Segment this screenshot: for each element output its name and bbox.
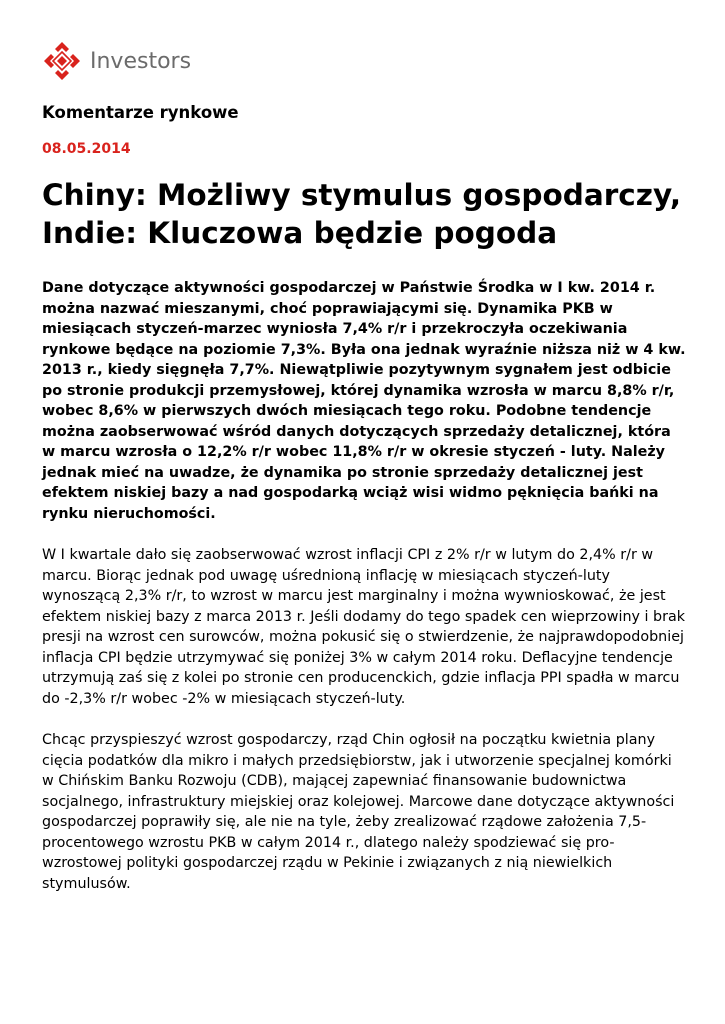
article-paragraph-stimulus-part2: gospodarczej poprawiły się, ale nie na tyle, żeby zrealizować rządowe założenia 7,5-procentowego wzrostu PKB w całym 2014 r., dlatego należy spodziewać się pro-wzrostowej polityki gospodarczej rządu w Pekinie i związanych z nią niewielkich stymulusów.	[42, 814, 647, 892]
article-paragraph-stimulus-part1: Chcąc przyspieszyć wzrost gospodarczy, rząd Chin ogłosił na początku kwietnia plany cięcia podatków dla mikro i małych przedsiębiorstw, jak i utworzenie specjalnej komórki w Chińskim Banku Rozwoju (CDB), mającej zapewniać finansowanie budownictwa socjalnego, infrastruktury miejskiej oraz kolejowej. Marcowe dane dotyczące aktywności	[42, 732, 675, 810]
publication-date: 08.05.2014	[42, 141, 131, 157]
article-paragraph-stimulus	[42, 730, 687, 894]
section-title: Komentarze rynkowe	[42, 103, 239, 122]
investors-logo-icon	[42, 40, 82, 82]
document-page	[42, 38, 687, 894]
article-paragraph-inflation: W I kwartale dało się zaobserwować wzrost inflacji CPI z 2% r/r w lutym do 2,4% r/r w marcu. Biorąc jednak pod uwagę uśrednioną inflację w miesiącach styczeń-luty wynoszącą 2,3% r/r, to wzrost w marcu jest marginalny i można wywnioskować, że jest efektem niskiej bazy z marca 2013 r. Jeśli dodamy do tego spadek cen wieprzowiny i brak presji na wzrost cen surowców, można pokusić się o stwierdzenie, że najprawdopodobniej inflacja CPI będzie utrzymywać się poniżej 3% w całym 2014 roku. Deflacyjne tendencje utrzymują zaś się z kolei po stronie cen producenckich, gdzie inflacja PPI spadła w marcu do -2,3% r/r wobec -2% w miesiącach styczeń-luty.	[42, 547, 686, 707]
article-headline: Chiny: Możliwy stymulus gospodarczy, Indie: Kluczowa będzie pogoda	[42, 178, 682, 250]
article-lead: Dane dotyczące aktywności gospodarczej w Państwie Środka w I kw. 2014 r. można nazwać mieszanymi, choć poprawiającymi się. Dynamika PKB w miesiącach styczeń-marzec wyniosła 7,4% r/r i przekroczyła oczekiwania rynkowe będące na poziomie 7,3%. Była ona jednak wyraźnie niższa niż w 4 kw. 2013 r., kiedy sięgnęła 7,7%. Niewątpliwie pozytywnym sygnałem jest odbicie po stronie produkcji przemysłowej, której dynamika wzrosła w marcu 8,8% r/r, wobec 8,6% w pierwszych dwóch miesiącach tego roku. Podobne tendencje można zaobserwować wśród danych dotyczących sprzedaży detalicznej, która w marcu wzrosła o 12,2% r/r wobec 11,8% r/r w okresie styczeń - luty. Należy jednak mieć na uwadze, że dynamika po stronie sprzedaży detalicznej jest efektem niskiej bazy a nad gospodarką wciąż wisi widmo pęknięcia bańki na rynku nieruchomości.	[42, 280, 686, 522]
brand-logo	[42, 38, 687, 84]
brand-name: Investors	[90, 48, 192, 74]
